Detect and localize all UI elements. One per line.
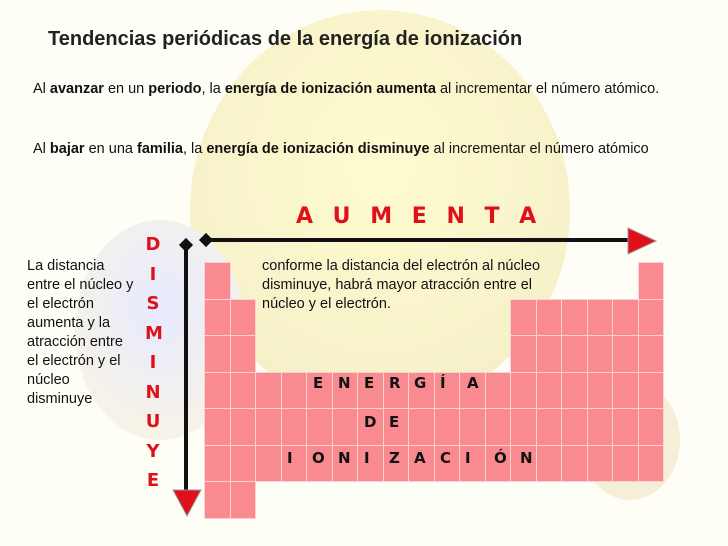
- element-cell: [281, 372, 308, 410]
- element-cell: [612, 372, 639, 410]
- element-cell: [230, 372, 257, 410]
- disminuye-letter: N: [145, 381, 161, 403]
- disminuye-letter: I: [149, 352, 157, 373]
- element-cell: [561, 335, 588, 373]
- element-cell: [536, 445, 563, 483]
- element-cell: [510, 408, 537, 446]
- table-letter: R: [389, 374, 401, 392]
- vertical-arrow-line: [184, 246, 188, 492]
- element-cell: [357, 445, 384, 483]
- horizontal-arrow-line: [206, 238, 636, 242]
- element-cell: [459, 408, 486, 446]
- element-cell: [612, 299, 639, 337]
- element-cell: [638, 299, 665, 337]
- element-cell: [536, 408, 563, 446]
- element-cell: [230, 408, 257, 446]
- down-arrow-icon: [171, 486, 203, 518]
- element-cell: [587, 299, 614, 337]
- right-note: conforme la distancia del electrón al núcleo disminuye, habrá mayor atracción entre el núcleo y el electrón.: [262, 258, 541, 312]
- disminuye-letter: M: [145, 322, 163, 344]
- element-cell: [281, 445, 308, 483]
- disminuye-letter: E: [146, 470, 160, 491]
- table-letter: Ó: [494, 449, 507, 467]
- element-cell: [230, 299, 257, 337]
- table-letter: G: [414, 374, 427, 392]
- element-cell: [612, 408, 639, 446]
- left-note: La distancia entre el núcleo y el electrón aumenta y la atracción entre el electrón y el núcleo disminuye: [27, 258, 134, 407]
- element-cell: [587, 445, 614, 483]
- page-title: Tendencias periódicas de la energía de ionización: [48, 28, 523, 50]
- p2-bold: familia: [137, 141, 183, 157]
- right-arrow-icon: [624, 226, 658, 256]
- element-cell: [332, 408, 359, 446]
- p1-bold: energía de ionización aumenta: [224, 81, 436, 97]
- table-letter: Í: [440, 374, 446, 392]
- table-letter: C: [440, 449, 452, 467]
- element-cell: [638, 372, 665, 410]
- element-cell: [561, 372, 588, 410]
- table-letter: N: [520, 449, 533, 467]
- element-cell: [485, 408, 512, 446]
- element-cell: [536, 335, 563, 373]
- element-cell: [510, 372, 537, 410]
- table-letter: N: [338, 449, 351, 467]
- element-cell: [485, 372, 512, 410]
- element-cell: [434, 408, 461, 446]
- element-cell: [638, 335, 665, 373]
- element-cell: [230, 335, 257, 373]
- element-cell: [255, 372, 282, 410]
- element-cell: [281, 408, 308, 446]
- p2-bold: energía de ionización disminuye: [206, 141, 430, 157]
- element-cell: [459, 445, 486, 483]
- p1-text: en un: [103, 81, 149, 97]
- element-cell: [255, 408, 282, 446]
- element-cell: [204, 335, 231, 373]
- element-cell: [204, 408, 231, 446]
- table-letter: Z: [389, 449, 400, 467]
- element-cell: [434, 372, 461, 410]
- element-cell: [536, 372, 563, 410]
- table-letter: E: [364, 374, 375, 392]
- element-cell: [612, 445, 639, 483]
- element-cell: [561, 408, 588, 446]
- element-cell: [204, 262, 231, 300]
- disminuye-letter: U: [145, 411, 161, 432]
- table-letter: I: [364, 449, 370, 467]
- p2-text: en una: [84, 141, 138, 157]
- element-cell: [230, 445, 257, 483]
- element-cell: [587, 335, 614, 373]
- p1-text: al incrementar el número atómico.: [435, 81, 660, 97]
- disminuye-letter: S: [146, 293, 160, 314]
- table-letter: A: [414, 449, 426, 467]
- element-cell: [204, 445, 231, 483]
- element-cell: [612, 335, 639, 373]
- table-letter: E: [389, 413, 400, 431]
- element-cell: [204, 372, 231, 410]
- p1-text: , la: [201, 81, 225, 97]
- table-letter: E: [313, 374, 324, 392]
- element-cell: [510, 335, 537, 373]
- element-cell: [587, 408, 614, 446]
- p2-bold: bajar: [49, 141, 85, 157]
- disminuye-letter: Y: [146, 440, 160, 462]
- p1-bold: periodo: [148, 81, 202, 97]
- table-letter: D: [364, 413, 377, 431]
- aumenta-label: A U M E N T A: [296, 204, 543, 229]
- table-letter: N: [338, 374, 351, 392]
- disminuye-letter: D: [145, 234, 161, 255]
- disminuye-letter: I: [149, 263, 157, 285]
- table-letter: I: [465, 449, 471, 467]
- element-cell: [561, 299, 588, 337]
- element-cell: [638, 445, 665, 483]
- paragraph-familia: [33, 139, 693, 159]
- paragraph-periodo: [33, 79, 693, 99]
- p1-text: Al: [33, 81, 50, 97]
- element-cell: [561, 445, 588, 483]
- table-letter: I: [287, 449, 293, 467]
- element-cell: [638, 262, 665, 300]
- element-cell: [587, 372, 614, 410]
- p2-text: , la: [182, 141, 207, 157]
- element-cell: [204, 299, 231, 337]
- disminuye-vertical-label: [145, 230, 161, 496]
- p2-text: al incrementar el número atómico: [429, 141, 649, 157]
- p1-bold: avanzar: [49, 81, 104, 97]
- element-cell: [638, 408, 665, 446]
- p2-text: Al: [33, 141, 50, 157]
- element-cell: [230, 481, 257, 519]
- element-cell: [204, 481, 231, 519]
- element-cell: [255, 445, 282, 483]
- element-cell: [306, 408, 333, 446]
- element-cell: [408, 408, 435, 446]
- table-letter: O: [312, 449, 325, 467]
- table-letter: A: [467, 374, 479, 392]
